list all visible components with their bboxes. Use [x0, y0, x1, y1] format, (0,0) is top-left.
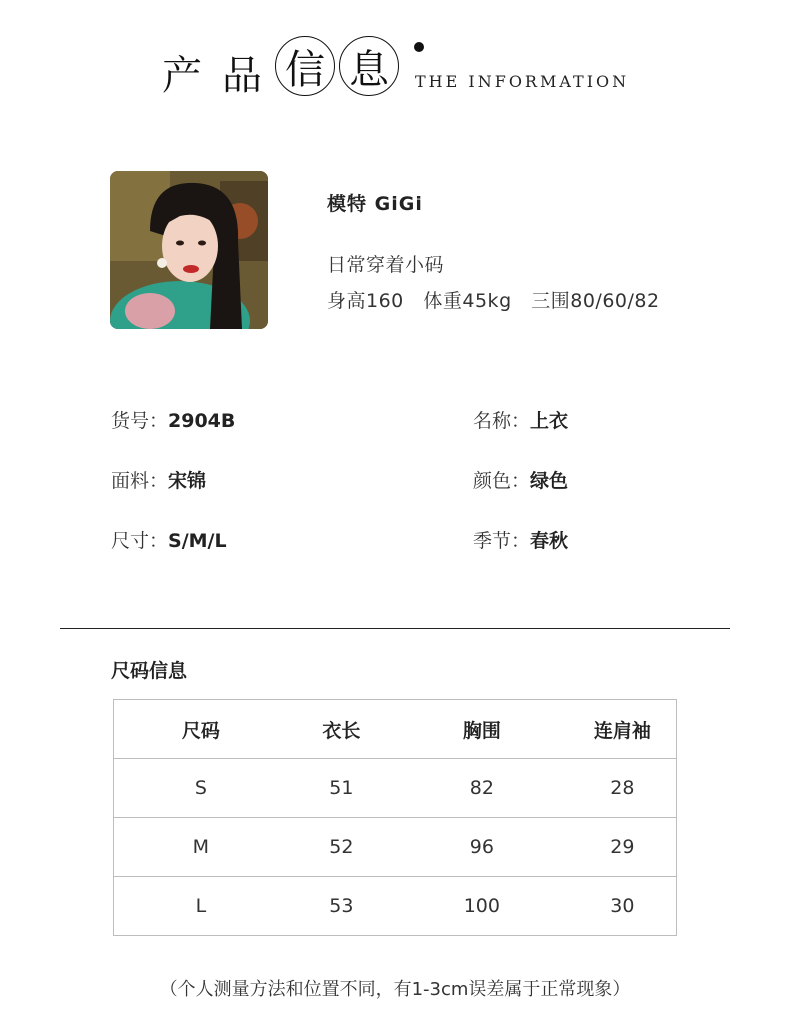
spec-name-label: 名称： [473, 410, 531, 432]
cell-length: 52 [288, 818, 395, 877]
spec-item-no-value: 2904B [168, 410, 236, 432]
cell-sleeve: 30 [569, 877, 677, 936]
size-table [113, 699, 677, 936]
cell-length: 53 [288, 877, 395, 936]
cell-sleeve: 29 [569, 818, 677, 877]
spec-fabric-value: 宋锦 [168, 470, 207, 492]
model-stats: 身高160 体重45kg 三围80/60/82 [327, 290, 660, 312]
cell-bust: 82 [395, 759, 569, 818]
model-size-note: 日常穿着小码 [327, 254, 445, 276]
spec-season-value: 春秋 [530, 530, 569, 552]
spec-size-value: S/M/L [168, 530, 227, 552]
size-table-header-row [114, 700, 677, 759]
cell-bust: 96 [395, 818, 569, 877]
measurement-note: （个人测量方法和位置不同，有1-3cm误差属于正常现象） [159, 979, 631, 1000]
model-photo [110, 171, 268, 329]
title-english: THE INFORMATION [415, 72, 630, 91]
table-row [114, 759, 677, 818]
title-char-2: 品 [222, 53, 262, 99]
header-size: 尺码 [114, 700, 288, 759]
header-sleeve: 连肩袖 [569, 700, 677, 759]
spec-color [473, 466, 568, 493]
spec-item-no-label: 货号： [111, 410, 169, 432]
spec-color-value: 绿色 [530, 470, 569, 492]
header-length: 衣长 [288, 700, 395, 759]
spec-fabric-label: 面料： [111, 470, 169, 492]
spec-name [473, 406, 568, 433]
cell-length: 51 [288, 759, 395, 818]
size-section-title: 尺码信息 [111, 660, 188, 682]
title-char-3-circled: 信 [275, 36, 335, 96]
title-char-4-circled: 息 [339, 36, 399, 96]
spec-season [473, 526, 568, 553]
title-dot [414, 42, 424, 52]
spec-name-value: 上衣 [530, 410, 569, 432]
title-char-1: 产 [162, 53, 202, 99]
cell-size: S [114, 759, 288, 818]
cell-size: L [114, 877, 288, 936]
section-divider [60, 628, 730, 629]
spec-size-label: 尺寸： [111, 530, 169, 552]
cell-sleeve: 28 [569, 759, 677, 818]
cell-size: M [114, 818, 288, 877]
spec-item-no [111, 406, 235, 433]
spec-fabric [111, 466, 206, 493]
model-portrait-illustration [110, 171, 268, 329]
table-row [114, 818, 677, 877]
spec-size [111, 526, 227, 553]
header-bust: 胸围 [395, 700, 569, 759]
spec-color-label: 颜色： [473, 470, 531, 492]
spec-season-label: 季节： [473, 530, 531, 552]
model-name: 模特 GiGi [327, 193, 423, 215]
cell-bust: 100 [395, 877, 569, 936]
table-row [114, 877, 677, 936]
